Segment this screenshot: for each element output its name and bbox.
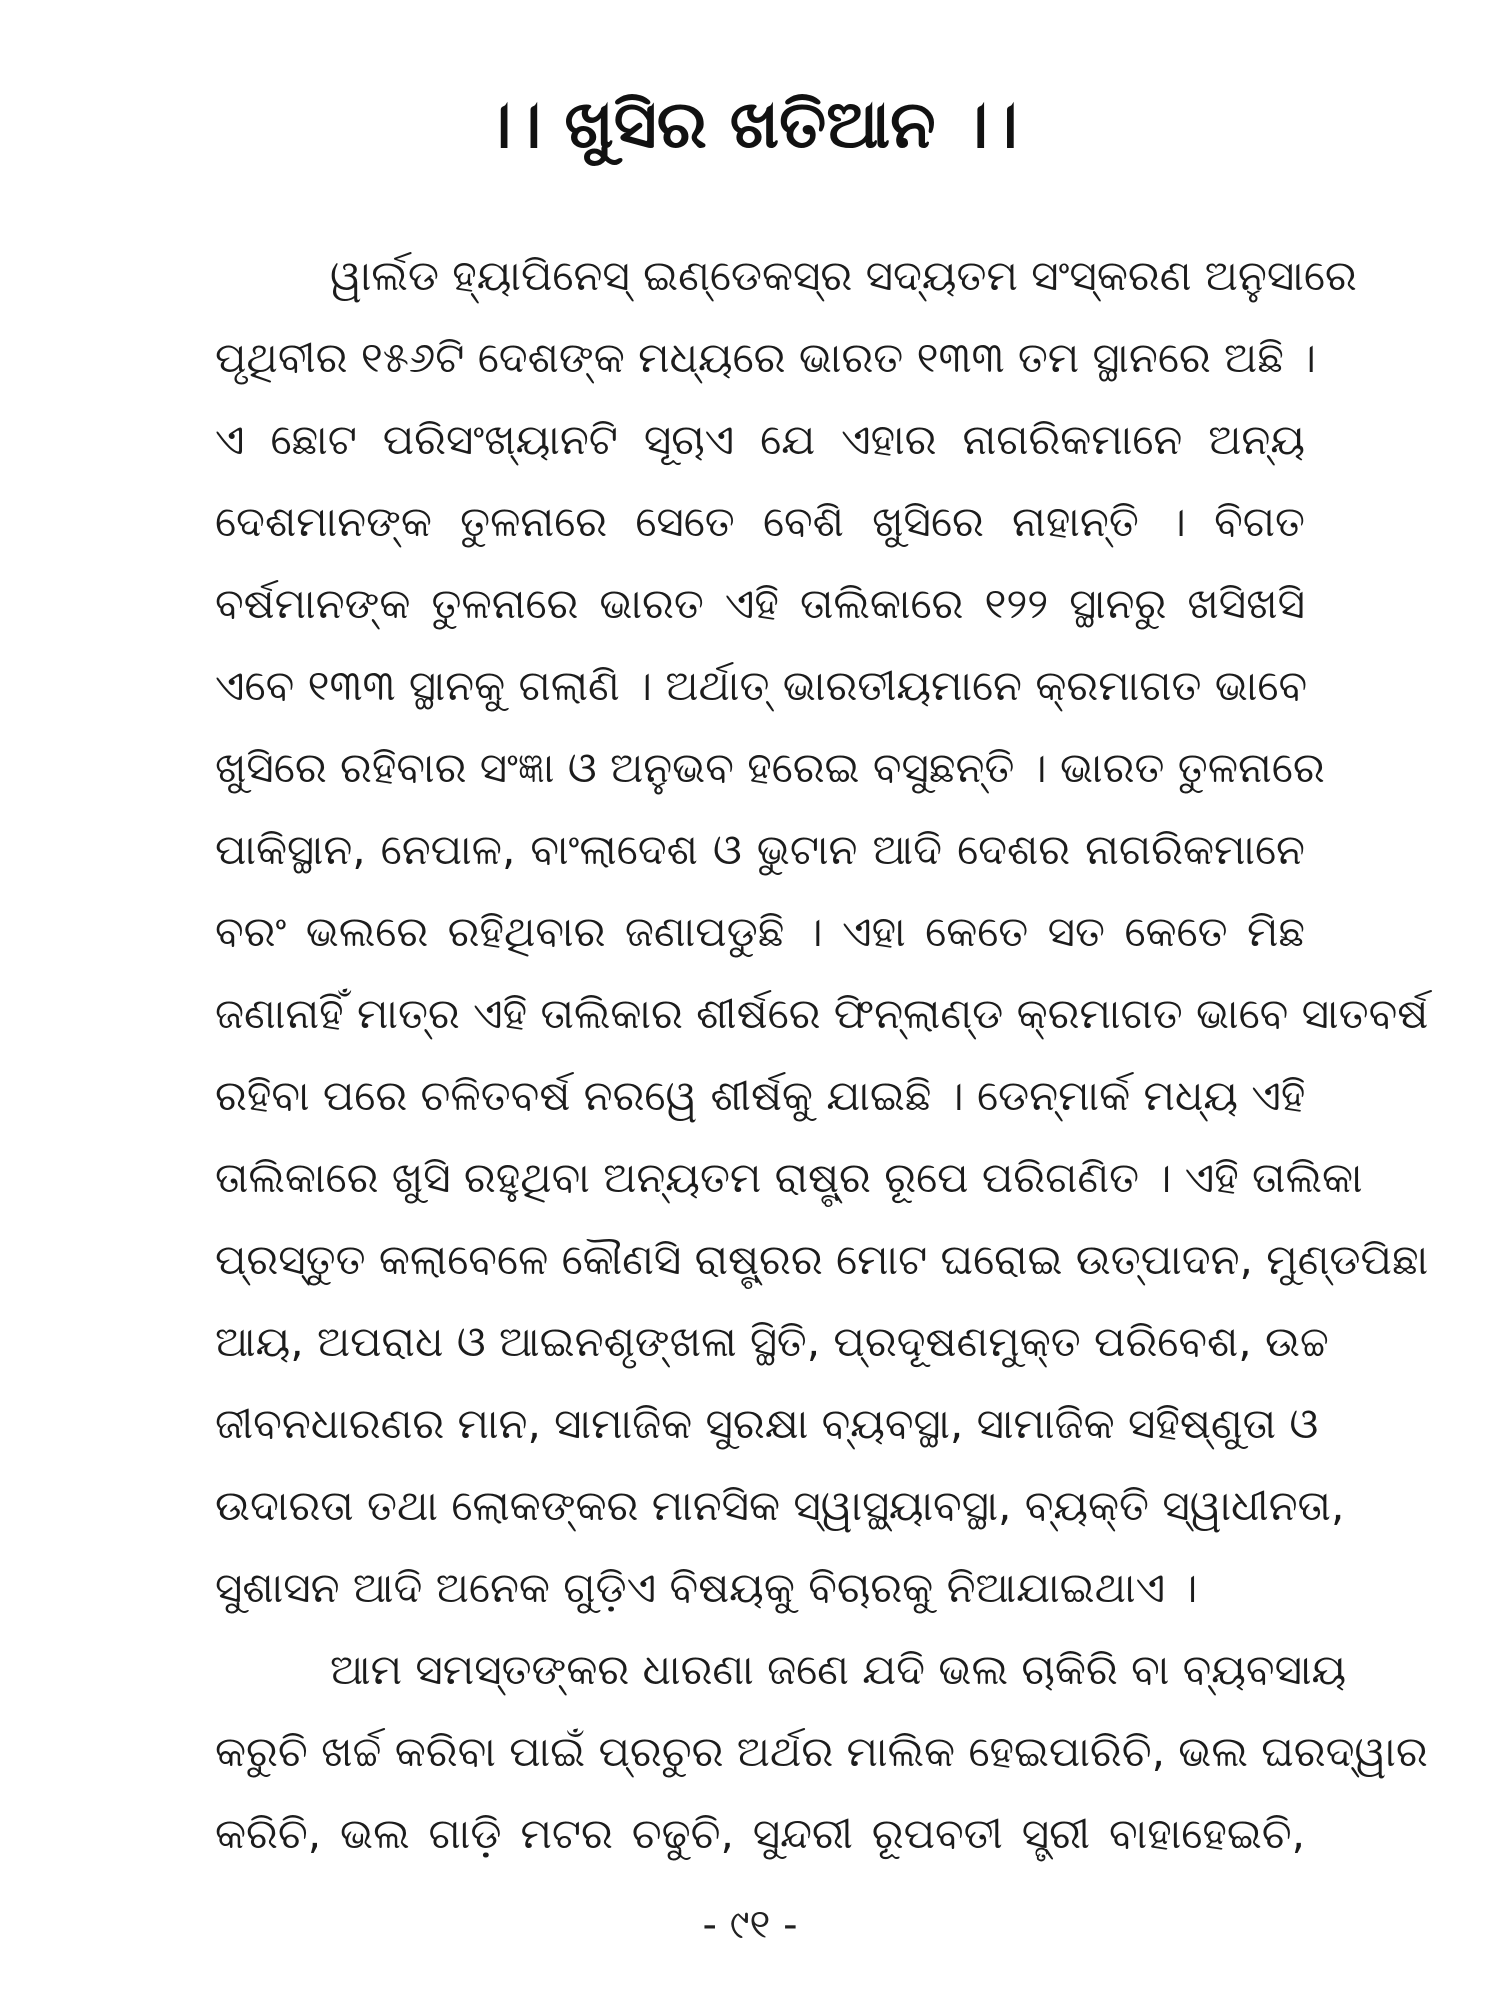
paragraph-line: ବରଂ ଭଲରେ ରହିଥିବାର ଜଣାପଡୁଛି । ଏହା କେତେ ସତ କେତେ ମିଛ [215,907,1305,956]
paragraph-line: କରୁଚି ଖର୍ଚ୍ଚ କରିବା ପାଇଁ ପ୍ରଚୁର ଅର୍ଥର ମାଲିକ ହେଇପାରିଚି, ଭଲ ଘରଦ୍ୱାର [215,1727,1428,1776]
paragraph-line: ଆୟ, ଅପରାଧ ଓ ଆଇନଶୃଙ୍ଖଳା ସ୍ଥିତି, ପ୍ରଦୂଷଣମୁକ୍ତ ପରିବେଶ, ଉଚ୍ଚ [215,1317,1329,1366]
paragraph-line: ପ୍ରସ୍ତୁତ କଲାବେଳେ କୌଣସି ରାଷ୍ଟ୍ରର ମୋଟ ଘରୋଇ ଉତ୍ପାଦନ, ମୁଣ୍ଡପିଛା [215,1235,1429,1284]
paragraph-line: ସୁଶାସନ ଆଦି ଅନେକ ଗୁଡ଼ିଏ ବିଷୟକୁ ବିଚାରକୁ ନିଆଯାଇଥାଏ । [215,1563,1198,1612]
paragraph-line: କରିଚି, ଭଲ ଗାଡ଼ି ମଟର ଚଢୁଚି, ସୁନ୍ଦରୀ ରୂପବତୀ ସ୍ତ୍ରୀ ବାହାହେଇଚି, [215,1809,1305,1858]
paragraph-line: ଆମ ସମସ୍ତଙ୍କର ଧାରଣା ଜଣେ ଯଦି ଭଲ ଚାକିରି ବା ବ୍ୟବସାୟ [330,1645,1347,1694]
paragraph-line: ୱାର୍ଲଡ ହ୍ୟାପିନେସ୍ ଇଣ୍ଡେକସ୍‌ର ସଦ୍ୟତମ ସଂସ୍କରଣ ଅନୁସାରେ [330,251,1357,300]
paragraph-line: ଜୀବନଧାରଣର ମାନ, ସାମାଜିକ ସୁରକ୍ଷା ବ୍ୟବସ୍ଥା, ସାମାଜିକ ସହିଷ୍ଣୁତା ଓ [215,1399,1319,1448]
chapter-title: ।। ଖୁସିର ଖତିଆନ ।। [482,86,1018,163]
page-number: - ୯୧ - [702,1902,798,1948]
paragraph-line: ଏ ଛୋଟ ପରିସଂଖ୍ୟାନଟି ସୂଚାଏ ଯେ ଏହାର ନାଗରିକମାନେ ଅନ୍ୟ [215,415,1305,464]
paragraph-line: ରହିବା ପରେ ଚଳିତବର୍ଷ ନରୱେ ଶୀର୍ଷକୁ ଯାଇଛି । ଡେନ୍‌ମାର୍କ ମଧ୍ୟ ଏହି [215,1071,1306,1120]
paragraph-line: ପୃଥିବୀର ୧୫୬ଟି ଦେଶଙ୍କ ମଧ୍ୟରେ ଭାରତ ୧୩୩ ତମ ସ୍ଥାନରେ ଅଛି । [215,333,1317,382]
paragraph-line: ଜଣାନାହିଁ ମାତ୍ର ଏହି ତାଲିକାର ଶୀର୍ଷରେ ଫିନ୍‌ଲାଣ୍ଡ କ୍ରମାଗତ ଭାବେ ସାତବର୍ଷ [215,989,1429,1038]
paragraph-line: ବର୍ଷମାନଙ୍କ ତୁଳନାରେ ଭାରତ ଏହି ତାଲିକାରେ ୧୨୨ ସ୍ଥାନରୁ ଖସିଖସି [215,579,1305,628]
paragraph-line: ପାକିସ୍ଥାନ, ନେପାଳ, ବାଂଲାଦେଶ ଓ ଭୁଟାନ ଆଦି ଦେଶର ନାଗରିକମାନେ [215,825,1305,874]
paragraph-line: ଉଦାରତା ତଥା ଲୋକଙ୍କର ମାନସିକ ସ୍ୱାସ୍ଥ୍ୟାବସ୍ଥା, ବ୍ୟକ୍ତି ସ୍ୱାଧୀନତା, [215,1481,1345,1530]
paragraph-line: ତାଲିକାରେ ଖୁସି ରହୁଥିବା ଅନ୍ୟତମ ରାଷ୍ଟ୍ର ରୂପେ ପରିଗଣିତ । ଏହି ତାଲିକା [215,1153,1363,1202]
paragraph-line: ଏବେ ୧୩୩ ସ୍ଥାନକୁ ଗଲାଣି । ଅର୍ଥାତ୍ ଭାରତୀୟମାନେ କ୍ରମାଗତ ଭାବେ [215,661,1308,710]
body-text [215,235,1429,1875]
paragraph-line: ଖୁସିରେ ରହିବାର ସଂଜ୍ଞା ଓ ଅନୁଭବ ହରେଇ ବସୁଛନ୍ତି । ଭାରତ ତୁଳନାରେ [215,743,1325,792]
paragraph-line: ଦେଶମାନଙ୍କ ତୁଳନାରେ ସେତେ ବେଶି ଖୁସିରେ ନାହାନ୍ତି । ବିଗତ [215,497,1305,546]
